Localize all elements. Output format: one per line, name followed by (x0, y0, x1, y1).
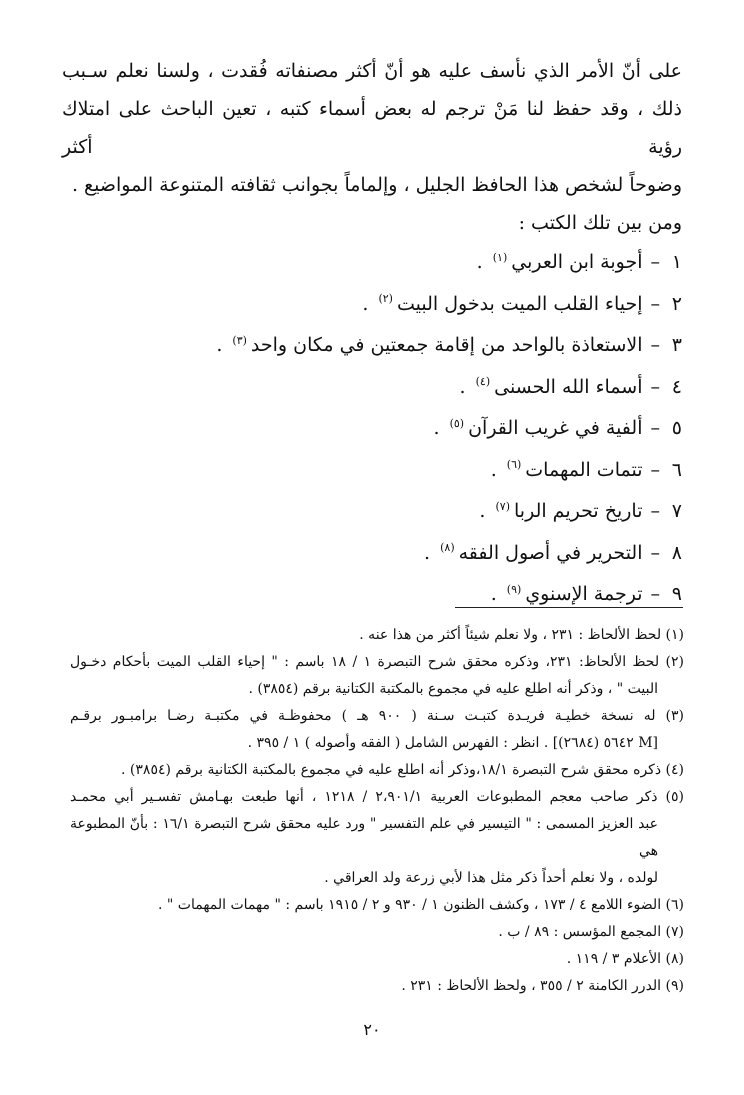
footnote-6: (٦) الضوء اللامع ٤ / ١٧٣ ، وكشف الظنون ١ / ٩٣٠ و ٢ / ١٩١٥ باسم : " مهمات المهمات " . (158, 897, 684, 913)
footnote-8: (٨) الأعلام ٣ / ١١٩ . (566, 951, 684, 967)
footnote-1: (١) لحظ الألحاظ : ٢٣١ ، ولا نعلم شيئاً أكثر من هذا عنه . (359, 627, 684, 643)
page-number: ٢٠ (363, 1020, 381, 1039)
footnote-ref: (٧) (495, 499, 511, 513)
footnote-ref: (٥) (449, 416, 465, 430)
intro-line: ذلك ، وقد حفظ لنا مَنْ ترجم له بعض أسماء كتبه ، تعين الباحث على امتلاك رؤية أكثر (62, 98, 682, 158)
book-title: تتمات المهمات (525, 458, 643, 481)
footnote-ref: (٨) (440, 541, 455, 555)
footnote-ref: (٩) (506, 582, 522, 596)
books-heading: ومن بين تلك الكتب : (518, 212, 682, 234)
footnote-ref: (٢) (378, 292, 393, 306)
intro-line: على أنّ الأمر الذي نأسف عليه هو أنّ أكثر مصنفاته فُقدت ، ولسنا نعلم سـبب (62, 60, 682, 82)
book-item: ١–أجوبة ابن العربي$^{(١)}$ . (476, 250, 682, 273)
footnote-5: (٥) ذكر صاحب معجم المطبوعات العربية ٢،٩٠١/١ / ١٢١٨ ، أنها طبعت بهـامش تفسـير أبي محمـد (70, 789, 684, 805)
book-item: ٥–ألفية في غريب القرآن$^{(٥)}$ . (433, 416, 682, 439)
book-title: أسماء الله الحسنى (494, 375, 643, 398)
footnote-9: (٩) الدرر الكامنة ٢ / ٣٥٥ ، ولحظ الألحاظ : ٢٣١ . (401, 978, 684, 994)
footnote-2-cont: البيت " ، وذكر أنه اطلع عليه في مجموع بالمكتبة الكتانية برقم (٣٨٥٤) . (248, 681, 658, 697)
books-list (62, 242, 682, 616)
footnote-5-cont: لولده ، ولا نعلم أحداً ذكر مثل هذا لأبي زرعة ولد العراقي . (324, 870, 658, 886)
book-item: ٦–تتمات المهمات$^{(٦)}$ . (490, 458, 682, 481)
intro-line: وضوحاً لشخص هذا الحافظ الجليل ، وإلماماً بجوانب ثقافته المتنوعة المواضيع . (71, 174, 682, 196)
book-item: ٤–أسماء الله الحسنى$^{(٤)}$ . (459, 375, 682, 398)
book-title: ترجمة الإسنوي (525, 583, 643, 605)
book-item: ٩–ترجمة الإسنوي$^{(٩)}$ . (490, 582, 682, 605)
main-text (62, 52, 682, 616)
footnote-5-cont: عبد العزيز المسمى : " التيسير في علم التفسير " ورد عليه محقق شرح التبصرة ١٦/١ : بأنّ المطبوعة هي (70, 816, 658, 859)
book-item: ٧–تاريخ تحريم الربا$^{(٧)}$ . (479, 499, 682, 522)
footnote-4: (٤) ذكره محقق شرح التبصرة ١٨/١،وذكر أنه اطلع عليه في مجموع بالمكتبة الكتانية برقم (٣٨٥٤) . (121, 762, 684, 778)
footnote-3-cont: [M ٥٦٤٢ (٢٦٨٤)] . انظر : الفهرس الشامل ( الفقه وأصوله ) ١ / ٣٩٥ . (247, 735, 658, 751)
footnote-2: (٢) لحظ الألحاظ: ٢٣١، وذكره محقق شرح التبصرة ١ / ١٨ باسم : " إحياء القلب الميت بأحكام دخـول (70, 654, 684, 670)
footnote-ref: (١) (492, 250, 508, 264)
book-title: ألفية في غريب القرآن (468, 417, 643, 439)
footnote-ref: (٣) (232, 333, 247, 347)
book-title: تاريخ تحريم الربا (514, 500, 643, 522)
book-title: الاستعاذة بالواحد من إقامة جمعتين في مكان واحد (250, 334, 643, 356)
book-title: أجوبة ابن العربي (511, 251, 643, 273)
footnote-ref: (٤) (475, 375, 491, 389)
book-item: ٢–إحياء القلب الميت بدخول البيت$^{(٢)}$ . (362, 292, 682, 315)
footnote-7: (٧) المجمع المؤسس : ٨٩ / ب . (498, 924, 684, 940)
footnote-divider (455, 607, 683, 608)
book-item: ٣–الاستعاذة بالواحد من إقامة جمعتين في مكان واحد$^{(٣)}$ . (216, 333, 682, 356)
footnotes (70, 622, 684, 1000)
book-item: ٨–التحرير في أصول الفقه$^{(٨)}$ . (424, 541, 682, 564)
footnote-3: (٣) له نسخة خطيـة فريـدة كتبـت سـنة ( ٩٠٠ هـ ) محفوظـة في مكتبـة رضـا برامبـور برقـم (70, 708, 684, 724)
book-title: التحرير في أصول الفقه (458, 541, 643, 564)
footnote-ref: (٦) (506, 458, 522, 472)
book-title: إحياء القلب الميت بدخول البيت (396, 292, 643, 315)
